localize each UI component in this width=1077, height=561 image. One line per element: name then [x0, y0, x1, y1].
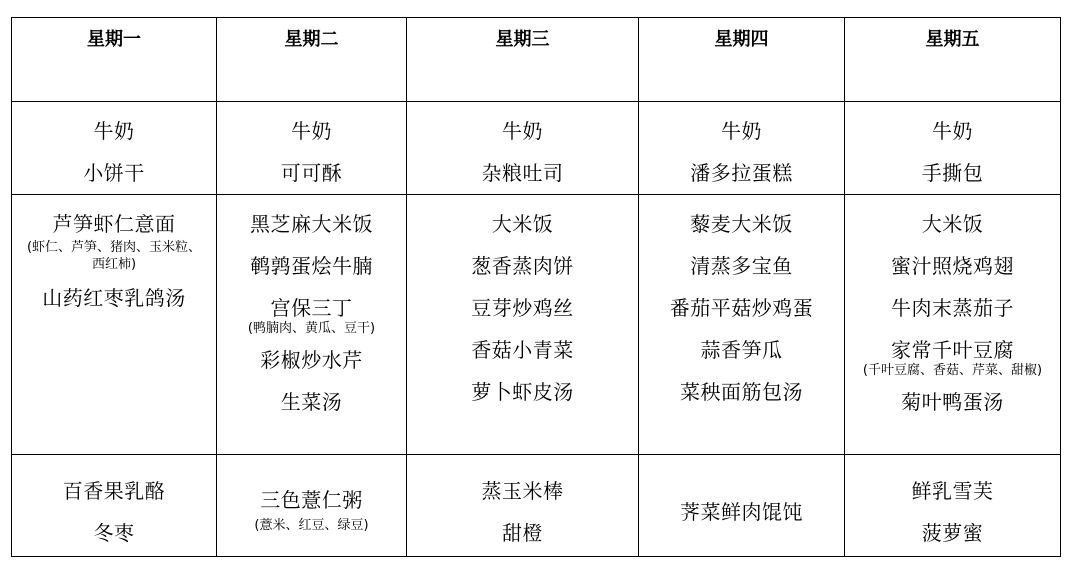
snack-cell-mon	[12, 455, 217, 557]
breakfast-cell-wed	[407, 102, 639, 195]
snack-cell-thu	[639, 455, 845, 557]
day-header-thu	[639, 18, 845, 102]
menu-item: 小饼干	[83, 161, 145, 185]
menu-item: 冬枣	[93, 521, 135, 545]
ingredient-note: (虾仁、芦笋、猪肉、玉米粒、	[26, 240, 202, 255]
lunch-row	[12, 195, 1061, 455]
menu-item: 蜜汁照烧鸡翅	[891, 254, 1014, 278]
ingredient-note: (薏米、红豆、绿豆)	[254, 518, 369, 533]
lunch-cell-mon	[12, 195, 217, 455]
menu-item: 菠萝蜜	[921, 521, 984, 545]
breakfast-cell-fri	[845, 102, 1061, 195]
menu-item: 杂粮吐司	[481, 161, 564, 185]
menu-item: 生菜汤	[280, 390, 343, 414]
ingredient-note: (千叶豆腐、香菇、芹菜、甜椒)	[862, 363, 1043, 378]
menu-item: 葱香蒸肉饼	[471, 254, 574, 278]
menu-item: 豆芽炒鸡丝	[471, 296, 574, 320]
menu-item: 牛奶	[721, 119, 762, 143]
weekly-menu-table	[11, 17, 1061, 557]
day-label: 星期二	[284, 29, 339, 50]
menu-item: 家常千叶豆腐	[891, 338, 1014, 362]
snack-row	[12, 455, 1061, 557]
breakfast-cell-tue	[217, 102, 407, 195]
menu-item: 牛肉末蒸茄子	[891, 296, 1014, 320]
day-label: 星期五	[925, 29, 980, 50]
day-header-tue	[217, 18, 407, 102]
snack-cell-wed	[407, 455, 639, 557]
header-row	[12, 18, 1061, 102]
snack-cell-fri	[845, 455, 1061, 557]
breakfast-row	[12, 102, 1061, 195]
menu-item: 牛奶	[93, 119, 135, 143]
menu-item: 大米饭	[921, 212, 984, 236]
lunch-cell-wed	[407, 195, 639, 455]
menu-item: 三色薏仁粥	[260, 488, 363, 512]
menu-item: 牛奶	[502, 119, 543, 143]
menu-item: 鹌鹑蛋烩牛腩	[250, 254, 373, 278]
lunch-cell-tue	[217, 195, 407, 455]
menu-item: 萝卜虾皮汤	[471, 380, 574, 404]
menu-item: 菜秧面筋包汤	[680, 380, 803, 404]
menu-item: 清蒸多宝鱼	[690, 254, 793, 278]
menu-item: 可可酥	[280, 161, 343, 185]
menu-item: 荠菜鲜肉馄饨	[680, 500, 803, 524]
menu-item: 蒜香笋瓜	[700, 338, 783, 362]
menu-item: 宫保三丁	[270, 296, 353, 320]
menu-item: 牛奶	[932, 119, 973, 143]
lunch-cell-fri	[845, 195, 1061, 455]
day-header-wed	[407, 18, 639, 102]
menu-item: 黑芝麻大米饭	[250, 212, 373, 236]
menu-item: 潘多拉蛋糕	[690, 161, 793, 185]
day-label: 星期一	[87, 29, 141, 50]
day-header-mon	[12, 18, 217, 102]
menu-item: 牛奶	[291, 119, 332, 143]
menu-item: 芦笋虾仁意面	[52, 212, 176, 236]
ingredient-note: 西红柿)	[91, 257, 137, 272]
menu-item: 蒸玉米棒	[481, 479, 564, 503]
breakfast-cell-mon	[12, 102, 217, 195]
ingredient-note: (鸭腩肉、黄瓜、豆干)	[247, 321, 376, 336]
lunch-cell-thu	[639, 195, 845, 455]
menu-item: 甜橙	[502, 521, 543, 545]
menu-item: 大米饭	[491, 212, 554, 236]
menu-item: 彩椒炒水芹	[260, 348, 363, 372]
snack-cell-tue	[217, 455, 407, 557]
menu-item: 百香果乳酪	[62, 479, 166, 503]
day-label: 星期三	[495, 29, 550, 50]
menu-item: 手撕包	[921, 161, 984, 185]
menu-item: 鲜乳雪芙	[911, 479, 994, 503]
menu-item: 香菇小青菜	[471, 338, 574, 362]
breakfast-cell-thu	[639, 102, 845, 195]
menu-item: 菊叶鸭蛋汤	[901, 390, 1004, 414]
day-label: 星期四	[714, 29, 769, 50]
menu-item: 藜麦大米饭	[690, 212, 793, 236]
day-header-fri	[845, 18, 1061, 102]
menu-item: 番茄平菇炒鸡蛋	[669, 296, 814, 320]
menu-item: 山药红枣乳鸽汤	[42, 286, 186, 310]
